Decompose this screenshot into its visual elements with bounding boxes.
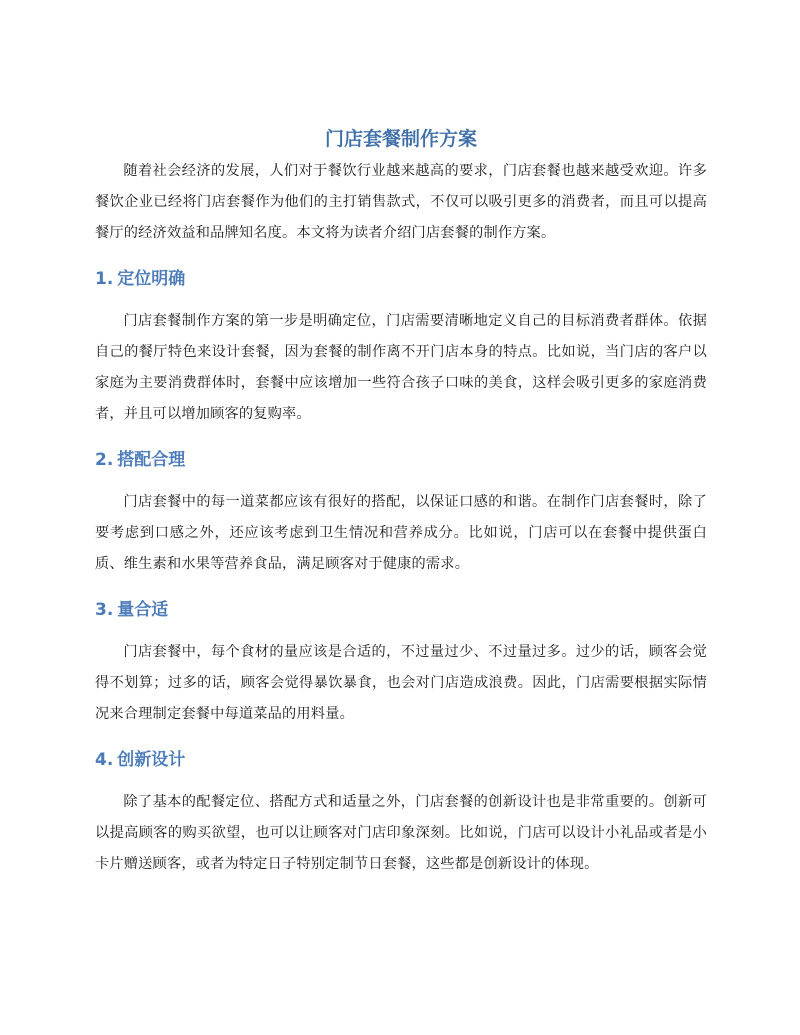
document-content (95, 122, 707, 880)
page-title: 门店套餐制作方案 (324, 128, 477, 150)
section-body-2: 门店套餐中的每一道菜都应该有很好的搭配，以保证口感的和谐。在制作门店套餐时，除了要考虑到口感之外，还应该考虑到卫生情况和营养成分。比如说，门店可以在套餐中提供蛋白质、维生素和水果等营养食品，满足顾客对于健康的需求。 (95, 494, 707, 572)
section-number: 4. (95, 750, 114, 770)
section-heading-3 (95, 580, 707, 637)
section-heading-2 (95, 430, 707, 487)
section-body-3: 门店套餐中，每个食材的量应该是合适的，不过量过少、不过量过多。过少的话，顾客会觉得不划算；过多的话，顾客会觉得暴饮暴食，也会对门店造成浪费。因此，门店需要根据实际情况来合理制定套餐中每道菜品的用料量。 (95, 644, 707, 722)
section-heading-1 (95, 249, 707, 306)
section-heading-text: 定位明确 (117, 269, 186, 289)
section-heading-text: 量合适 (117, 600, 169, 620)
section-heading-text: 搭配合理 (117, 450, 186, 470)
section-number: 3. (95, 600, 114, 620)
section-body-4: 除了基本的配餐定位、搭配方式和适量之外，门店套餐的创新设计也是非常重要的。创新可以提高顾客的购买欲望，也可以让顾客对门店印象深刻。比如说，门店可以设计小礼品或者是小卡片赠送顾客，或者为特定日子特别定制节日套餐，这些都是创新设计的体现。 (95, 794, 707, 872)
intro-paragraph: 随着社会经济的发展，人们对于餐饮行业越来越高的要求，门店套餐也越来越受欢迎。许多餐饮企业已经将门店套餐作为他们的主打销售款式，不仅可以吸引更多的消费者，而且可以提高餐厅的经济效益和品牌知名度。本文将为读者介绍门店套餐的制作方案。 (95, 163, 707, 241)
section-heading-4 (95, 730, 707, 787)
section-heading-text: 创新设计 (117, 750, 186, 770)
section-number: 2. (95, 450, 114, 470)
section-body-1: 门店套餐制作方案的第一步是明确定位，门店需要清晰地定义自己的目标消费者群体。依据自己的餐厅特色来设计套餐，因为套餐的制作离不开门店本身的特点。比如说，当门店的客户以家庭为主要消费群体时，套餐中应该增加一些符合孩子口味的美食，这样会吸引更多的家庭消费者，并且可以增加顾客的复购率。 (95, 313, 707, 422)
section-number: 1. (95, 269, 114, 289)
